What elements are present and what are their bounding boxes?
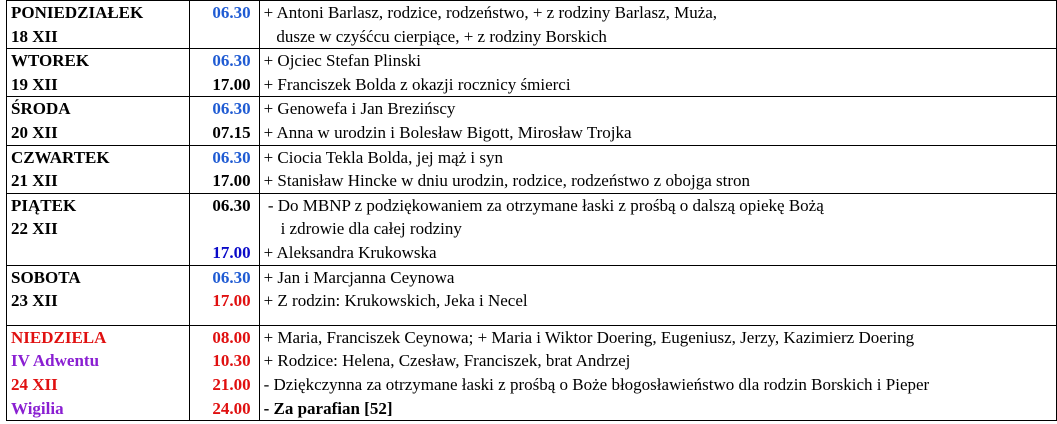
day-cell-line: 21 XII	[11, 171, 58, 191]
intention-cell-line: + Ojciec Stefan Plinski	[263, 51, 421, 71]
row-spacer	[264, 313, 1056, 325]
time-cell-line: 06.30	[212, 51, 251, 71]
intention-cell-line: dusze w czyśćcu cierpiące, + z rodziny Borskich	[263, 26, 607, 46]
time-cell-line: 06.30	[212, 147, 251, 167]
time-cell-line: 06.30	[212, 99, 251, 119]
day-row-piatek	[7, 193, 1057, 265]
intention-cell-line: - Dziękczynna za otrzymane łaski z prośbą o Boże błogosławieństwo dla rodzin Borskich i Pieper	[263, 374, 930, 394]
time-cell-line: 07.15	[212, 122, 251, 142]
day-cell-line: PIĄTEK	[11, 195, 77, 215]
day-row-sroda	[7, 97, 1057, 145]
day-cell-line: 19 XII	[11, 74, 58, 94]
row-spacer	[190, 313, 251, 325]
day-cell-line: CZWARTEK	[11, 147, 110, 167]
time-cell	[190, 1, 260, 49]
time-cell-line: 17.00	[212, 242, 251, 262]
time-cell-line: 17.00	[212, 291, 251, 311]
time-cell	[190, 193, 260, 265]
day-cell	[7, 1, 190, 49]
intention-cell	[259, 97, 1056, 145]
time-cell-line: 08.00	[212, 327, 251, 347]
day-cell	[7, 97, 190, 145]
intention-cell-line: + Maria, Franciszek Ceynowa; + Maria i Wiktor Doering, Eugeniusz, Jerzy, Kazimierz Doering	[263, 327, 915, 347]
time-cell-line	[190, 25, 251, 49]
row-spacer	[11, 313, 189, 325]
day-cell-line: 20 XII	[11, 122, 58, 142]
day-cell	[7, 265, 190, 325]
time-cell	[190, 49, 260, 97]
intention-cell-line: - Za parafian [52]	[263, 398, 393, 418]
mass-schedule-table	[6, 0, 1057, 421]
day-cell	[7, 145, 190, 193]
intention-cell-line: + Anna w urodzin i Bolesław Bigott, Mirosław Trojka	[263, 122, 632, 142]
intention-cell-line: + Antoni Barlasz, rodzice, rodzeństwo, + z rodziny Barlasz, Muża,	[263, 3, 718, 22]
day-cell-line: ŚRODA	[11, 99, 71, 119]
time-cell-line: 06.30	[212, 267, 251, 287]
day-cell	[7, 193, 190, 265]
time-cell-line: 17.00	[212, 74, 251, 94]
time-cell	[190, 97, 260, 145]
day-cell	[7, 49, 190, 97]
day-cell-line: IV Adwentu	[11, 351, 100, 371]
time-cell-line: 10.30	[212, 351, 251, 371]
time-cell-line: 06.30	[212, 3, 251, 22]
intention-cell	[259, 325, 1056, 420]
day-cell-line: 18 XII	[11, 26, 58, 46]
intention-cell	[259, 145, 1056, 193]
intention-cell-line: + Rodzice: Helena, Czesław, Franciszek, brat Andrzej	[263, 351, 631, 371]
day-cell-line: NIEDZIELA	[11, 327, 107, 347]
day-row-wtorek	[7, 49, 1057, 97]
day-row-sobota	[7, 265, 1057, 325]
day-cell-line: 24 XII	[11, 374, 58, 394]
time-cell-line	[190, 217, 251, 241]
intention-cell-line: + Stanisław Hincke w dniu urodzin, rodzice, rodzeństwo z obojga stron	[263, 171, 750, 191]
day-cell-line: 22 XII	[11, 219, 58, 239]
day-cell-line	[11, 241, 189, 265]
time-cell-line: 06.30	[212, 195, 251, 215]
day-cell-line: WTOREK	[11, 51, 90, 71]
intention-cell-line: + Jan i Marcjanna Ceynowa	[263, 267, 455, 287]
day-cell	[7, 325, 190, 420]
day-row-niedziela	[7, 325, 1057, 420]
day-cell-line: 23 XII	[11, 291, 58, 311]
time-cell	[190, 265, 260, 325]
day-cell-line: Wigilia	[11, 398, 64, 418]
intention-cell-line: i zdrowie dla całej rodziny	[263, 219, 462, 239]
intention-cell	[259, 193, 1056, 265]
intention-cell	[259, 1, 1056, 49]
intention-cell-line: + Genowefa i Jan Brezińscy	[263, 99, 456, 119]
intention-cell-line: + Z rodzin: Krukowskich, Jeka i Necel	[263, 291, 528, 311]
time-cell-line: 24.00	[212, 398, 251, 418]
time-cell	[190, 325, 260, 420]
intention-cell	[259, 49, 1056, 97]
mass-schedule-body	[7, 1, 1057, 421]
day-cell-line: PONIEDZIAŁEK	[11, 3, 144, 22]
day-row-czwartek	[7, 145, 1057, 193]
day-row-poniedzialek	[7, 1, 1057, 49]
time-cell-line: 21.00	[212, 374, 251, 394]
time-cell-line: 17.00	[212, 171, 251, 191]
intention-cell-line: + Aleksandra Krukowska	[263, 242, 437, 262]
day-cell-line: SOBOTA	[11, 267, 81, 287]
intention-cell	[259, 265, 1056, 325]
intention-cell-line: + Ciocia Tekla Bolda, jej mąż i syn	[263, 147, 503, 167]
intention-cell-line: - Do MBNP z podziękowaniem za otrzymane łaski z prośbą o dalszą opiekę Bożą	[263, 195, 824, 215]
time-cell	[190, 145, 260, 193]
intention-cell-line: + Franciszek Bolda z okazji rocznicy śmierci	[263, 74, 571, 94]
